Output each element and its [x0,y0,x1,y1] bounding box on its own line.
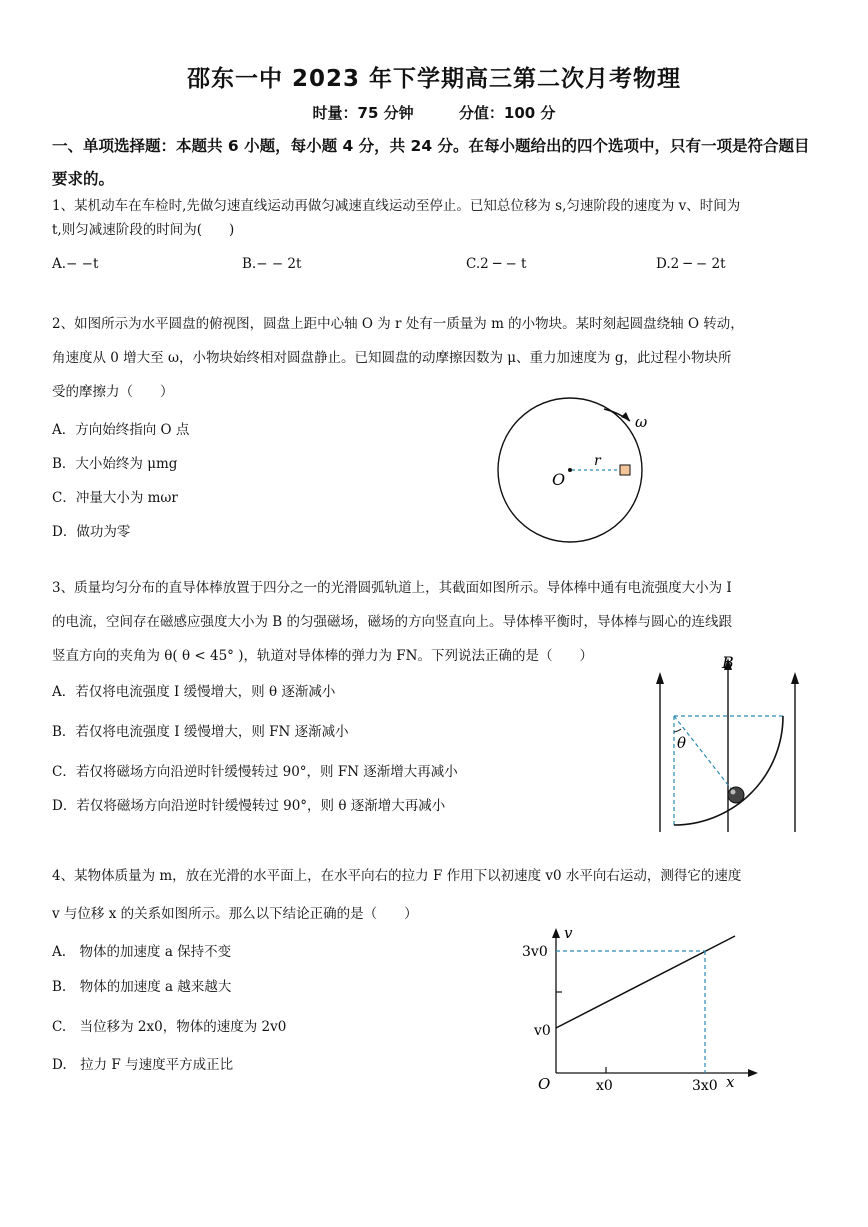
q4-y-tick-3v0: 3v0 [522,944,548,960]
q4-option-a: A. 物体的加速度 a 保持不变 [52,944,232,960]
q4-y-tick-v0: v0 [534,1023,551,1039]
exam-time: 时量：75 分钟 [312,104,414,122]
q3-stem-line1: 3、质量均匀分布的直导体棒放置于四分之一的光滑圆弧轨道上，其截面如图所示。导体棒中通有电流强度大小为 I [52,580,732,596]
q3-option-b: B．若仅将电流强度 I 缓慢增大，则 FN 逐渐减小 [52,724,349,740]
q3-field-label: B [722,653,734,672]
exam-info [0,102,868,123]
q4-stem-line2: v 与位移 x 的关系如图所示。那么以下结论正确的是（ ） [52,906,418,922]
q4-x-tick-x0: x0 [596,1078,613,1094]
q1-option-d: D.2 ─ − 2t [656,256,726,272]
q1-option-a: A.− −t [52,256,99,272]
q1-stem-line2: t,则匀减速阶段的时间为( ) [52,222,235,238]
q2-omega-label: ω [635,413,648,431]
q4-option-d: D. 拉力 F 与速度平方成正比 [52,1057,234,1073]
q4-velocity-graph [520,920,770,1095]
q4-stem-line1: 4、某物体质量为 m，放在光滑的水平面上，在水平向右的拉力 F 作用下以初速度 v0 水平向右运动，测得它的速度 [52,868,742,884]
q1-stem-line1: 1、某机动车在车检时,先做匀速直线运动再做匀减速直线运动至停止。已知总位移为 s,匀速阶段的速度为 v、时间为 [52,198,741,214]
q2-center-label: O [552,470,566,489]
q2-option-a: A．方向始终指向 O 点 [52,422,190,438]
q3-option-a: A．若仅将电流强度 I 缓慢增大，则 θ 逐渐减小 [52,684,336,700]
q2-stem-line2: 角速度从 0 增大至 ω，小物块始终相对圆盘静止。已知圆盘的动摩擦因数为 μ、重力加速度为 g，此过程小物块所 [52,350,732,366]
q2-option-b: B．大小始终为 μmg [52,456,178,472]
q4-x-axis-label: x [726,1073,735,1091]
q3-theta-label: θ [677,734,687,752]
q2-stem-line3: 受的摩擦力（ ） [52,384,174,400]
q2-radius-label: r [594,453,601,469]
q2-option-c: C．冲量大小为 mωr [52,490,178,506]
q3-option-c: C．若仅将磁场方向沿逆时针缓慢转过 90°，则 FN 逐渐增大再减小 [52,764,458,780]
q4-y-axis-label: v [564,924,573,942]
q1-option-b: B.− − 2t [242,256,302,272]
q2-stem-line1: 2、如图所示为水平圆盘的俯视图，圆盘上距中心轴 O 为 r 处有一质量为 m 的小物块。某时刻起圆盘绕轴 O 转动， [52,316,744,332]
section-heading: 一、单项选择题：本题共 6 小题，每小题 4 分，共 24 分。在每小题给出的四个选项中，只有一项是符合题目要求的。 [52,137,810,188]
q3-stem-line2: 的电流，空间存在磁感应强度大小为 B 的匀强磁场，磁场的方向竖直向上。导体棒平衡时，导体棒与圆心的连线跟 [52,614,733,630]
q2-disk-diagram [490,395,670,565]
q4-option-b: B. 物体的加速度 a 越来越大 [52,979,232,995]
exam-score: 分值：100 分 [458,104,556,122]
q4-origin-label: O [538,1075,551,1093]
q3-stem-line3: 竖直方向的夹角为 θ( θ < 45° )，轨道对导体棒的弹力为 FN。下列说法正确的是（ ） [52,648,593,664]
page-title: 邵东一中 2023 年下学期高三第二次月考物理 [186,66,682,92]
q2-option-d: D．做功为零 [52,524,131,540]
q3-rail-diagram [650,652,810,837]
q4-x-tick-3x0: 3x0 [692,1078,718,1094]
q3-option-d: D．若仅将磁场方向沿逆时针缓慢转过 90°，则 θ 逐渐增大再减小 [52,798,446,814]
q1-option-c: C.2 ─ − t [466,256,527,272]
q4-option-c: C. 当位移为 2x0，物体的速度为 2v0 [52,1019,287,1035]
